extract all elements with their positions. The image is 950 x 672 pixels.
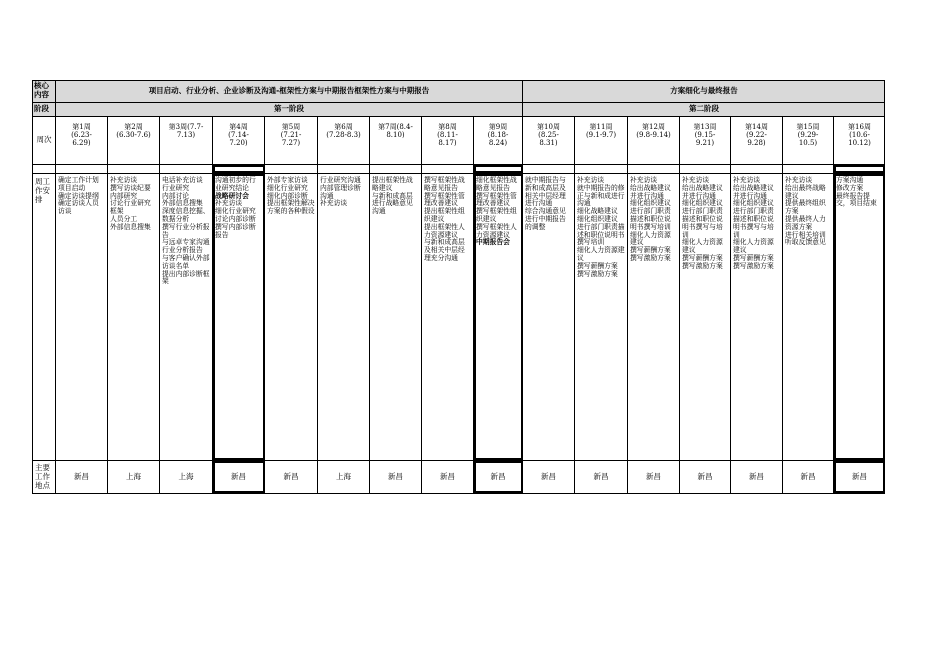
work-label: [33, 174, 56, 460]
spacer-cell: [575, 165, 628, 173]
week-cell: 第11周 (9.1-9.7): [575, 117, 628, 164]
location-cell: 新昌: [213, 461, 265, 493]
spacer-cell: [783, 165, 834, 173]
work-text: 补充访谈 撰写访谈纪要 内部研究 讨论行业研究框架 人员分工 外部信息搜集: [110, 176, 151, 231]
spacer-cell: [213, 165, 265, 173]
week-cell: 第12周 (9.8-9.14): [628, 117, 680, 164]
spacer-cell: [523, 165, 575, 173]
spacer-cell: [628, 165, 680, 173]
week-cell: 第13周 (9.15- 9.21): [680, 117, 731, 164]
week-cell: 第6周 (7.28-8.3): [318, 117, 370, 164]
spacer-cell: [474, 165, 523, 173]
work-text: 电话补充访谈 行业研究 内部讨论 外部信息搜集 深度信息挖掘、数据分析 撰写行业分析报告 与远卓专家沟通行业分析报告 与客户确认外部访谈名单 提出内部诊断框架: [162, 176, 210, 286]
week-cell: 第15周 (9.29- 10.5): [783, 117, 834, 164]
spacer-cell: [731, 165, 783, 173]
phase-b-title: 方案细化与最终报告: [670, 86, 738, 96]
week-cell: 第7周(8.4- 8.10): [370, 117, 422, 164]
location-cell: 新昌: [731, 461, 783, 493]
week-cell: 第8周 (8.11- 8.17): [422, 117, 474, 164]
stage-second: 第二阶段: [689, 104, 719, 114]
spacer-cell: [422, 165, 474, 173]
work-text-extra: 补充访谈 细化行业研究 讨论内部诊断 撰写内部诊断报告: [215, 199, 256, 239]
weeks-label: [33, 117, 56, 164]
location-cell: 新昌: [422, 461, 474, 493]
work-text: 确定工作计划 项目启动 确定访谈提纲 确定访谈人员 访谈: [58, 176, 99, 216]
spacer-cell: [160, 165, 213, 173]
spacer-cell: [108, 165, 160, 173]
work-cell: [422, 174, 474, 460]
location-cell: 新昌: [834, 461, 885, 493]
stage-row: [33, 103, 884, 117]
location-cell: 上海: [318, 461, 370, 493]
work-text: 补充访谈 给出战略建议并进行沟通 细化组织建议 进行部门职责描述和职位说明书撰写培训 细化人力资源建议 撰写薪酬方案 撰写激励方案: [630, 176, 671, 262]
work-label-text: 周工作安排: [35, 177, 50, 204]
stage-label: 阶段: [33, 103, 56, 116]
work-text: 撰写框架性战略意见报告 撰写框架性管理改善建议 提出框架性组织建议 提出框架性人力资源建议 与新和成高层及相关中层经理充分沟通: [424, 176, 465, 262]
work-cell: [318, 174, 370, 460]
weeks-row: [33, 117, 884, 165]
spacer-cell: [680, 165, 731, 173]
work-cell: [370, 174, 422, 460]
week-cell: 第16周 (10.6- 10.12): [848, 123, 871, 148]
location-cell: 新昌: [370, 461, 422, 493]
week-cell: 第2周 (6.30-7.6): [108, 117, 160, 164]
work-text: 行业研究沟通 内部管理诊断沟通 补充访谈: [320, 176, 361, 208]
work-cell: [731, 174, 783, 460]
spacer-cell: [265, 165, 318, 173]
stage-first: 第一阶段: [56, 103, 523, 116]
location-cell: 新昌: [575, 461, 628, 493]
weeks-label-text: 周次: [36, 135, 52, 145]
schedule-table: [32, 80, 885, 494]
midterm-report-meeting-label: 中期报告会: [476, 238, 510, 247]
spacer-cell: [56, 165, 108, 173]
work-cell: [628, 174, 680, 460]
week-cell: 第1周 (6.23- 6.29): [56, 117, 108, 164]
week-cell: 第10周 (8.25- 8.31): [523, 117, 575, 164]
spacer-label-cell: [33, 165, 56, 173]
work-text: 补充访谈 给出战略建议并进行沟通 细化组织建议 进行部门职责描述和职位说明书撰写与培训 细化人力资源建议 撰写薪酬方案 撰写激励方案: [733, 176, 774, 270]
week-cell: 第9周 (8.18- 8.24): [474, 117, 523, 164]
location-cell: 新昌: [474, 461, 523, 493]
spacer-row: [33, 165, 884, 174]
work-text: 细化框架性战略意见报告 撰写框架性管理改善建议 撰写框架性组织建议 撰写框架性人力资源建议: [476, 176, 517, 239]
location-cell: 新昌: [628, 461, 680, 493]
work-text: 补充访谈 就中期报告的修正与新和成进行沟通 细化战略建议 细化组织建议 进行部门职责描述和职位说明书撰写培训 细化人力资源建议 撰写薪酬方案 撰写激励方案: [577, 176, 625, 278]
week-cell: 第5周 (7.21- 7.27): [265, 117, 318, 164]
phase-a-title: 项目启动、行业分析、企业诊断及沟通-框架性方案与中期报告框架性方案与中期报告: [56, 81, 523, 102]
work-cell: [160, 174, 213, 460]
location-label: [33, 461, 56, 493]
spacer-cell: [834, 165, 885, 173]
location-label-text: 主要工作地点: [35, 463, 50, 490]
spacer-cell: [370, 165, 422, 173]
week-cell: 第3周(7.7- 7.13): [160, 117, 213, 164]
location-cell: 新昌: [783, 461, 834, 493]
work-text: 提出框架性战略建议 与新和成高层进行战略意见沟通: [372, 176, 413, 216]
location-cell: 新昌: [523, 461, 575, 493]
strategy-seminar-label: 战略研讨会: [215, 191, 249, 200]
work-cell: [523, 174, 575, 460]
core-content-row: [33, 81, 884, 103]
work-text: 方案沟通 修改方案 最终报告提交，项目结束: [836, 176, 877, 208]
location-cell: 新昌: [56, 461, 108, 493]
work-cell: [575, 174, 628, 460]
work-cell: [213, 174, 265, 460]
work-cell: [834, 174, 885, 460]
week-cell: 第4周 (7.14- 7.20): [213, 117, 265, 164]
location-cell: 新昌: [265, 461, 318, 493]
work-cell: [474, 174, 523, 460]
spacer-cell: [318, 165, 370, 173]
work-row: [33, 174, 884, 461]
week-cell: 第14周 (9.22- 9.28): [731, 117, 783, 164]
work-text: 外部专家访谈 细化行业研究 细化内部诊断 提出框架性解决方案的各种假设: [267, 176, 315, 216]
work-text: 就中期报告与新和成高层及相关中层经理进行沟通 综合沟通意见进行中期报告的调整: [525, 176, 566, 231]
work-cell: [56, 174, 108, 460]
location-row: [33, 461, 884, 493]
work-cell: [265, 174, 318, 460]
location-cell: 上海: [108, 461, 160, 493]
core-content-label: 核心内容: [33, 81, 56, 102]
work-text: 补充访谈 给出最终战略建议 提供最终组织方案 提供最终人力资源方案 进行相关培训 听取反馈意见: [785, 176, 826, 247]
work-cell: [108, 174, 160, 460]
location-cell: 上海: [160, 461, 213, 493]
work-cell: [783, 174, 834, 460]
work-cell: [680, 174, 731, 460]
work-text: 补充访谈 给出战略建议并进行沟通 细化组织建议 进行部门职责描述和职位说明书撰写与培训 细化人力资源建议 撰写薪酬方案 撰写激励方案: [682, 176, 723, 270]
work-text: 沟通初步的行业研究结论: [215, 176, 256, 192]
location-cell: 新昌: [680, 461, 731, 493]
